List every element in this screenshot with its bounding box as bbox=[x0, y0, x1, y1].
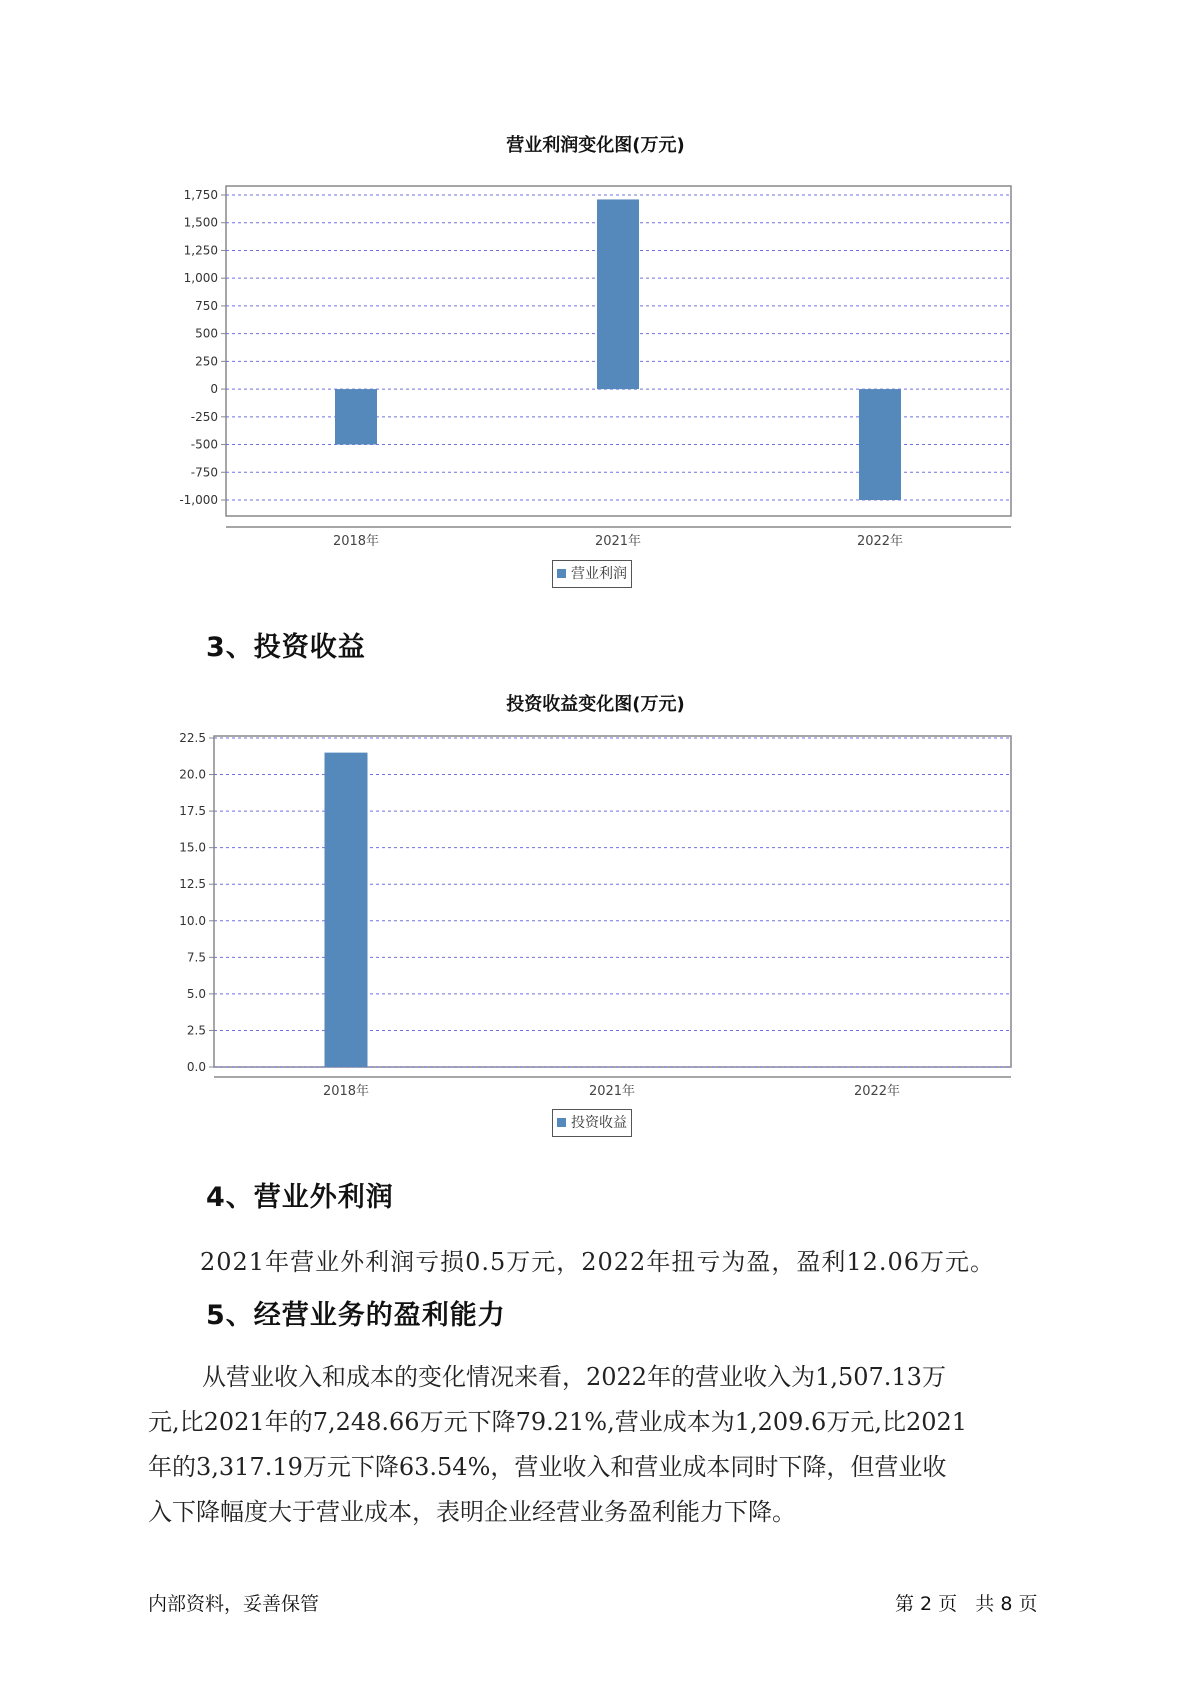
bar bbox=[325, 753, 368, 1067]
y-tick-label: 1,250 bbox=[183, 243, 218, 258]
y-tick-label: 17.5 bbox=[179, 804, 206, 819]
y-tick-label: 250 bbox=[195, 354, 218, 369]
section5-paragraph bbox=[148, 1355, 1048, 1535]
legend-swatch bbox=[557, 1118, 566, 1127]
x-tick-label: 2022年 bbox=[856, 534, 904, 549]
y-tick-label: 15.0 bbox=[179, 840, 206, 855]
y-tick-label: 0.0 bbox=[186, 1060, 206, 1074]
footer-page-number: 第 2 页 共 8 页 bbox=[895, 1593, 1038, 1615]
section4-paragraph: 2021年营业外利润亏损0.5万元，2022年扭亏为盈，盈利12.06万元。 bbox=[200, 1248, 996, 1276]
y-tick-label: 750 bbox=[195, 298, 218, 313]
y-tick-label: 12.5 bbox=[179, 877, 206, 892]
y-tick-label: 500 bbox=[195, 326, 218, 341]
footer-confidential-note: 内部资料，妥善保管 bbox=[148, 1593, 320, 1615]
x-tick-label: 2018年 bbox=[332, 534, 380, 549]
y-tick-label: -500 bbox=[190, 437, 218, 452]
y-tick-label: -1,000 bbox=[179, 493, 218, 507]
x-tick-label: 2022年 bbox=[853, 1084, 901, 1099]
section5-line: 年的3,317.19万元下降63.54%，营业收入和营业成本同时下降，但营业收 bbox=[148, 1453, 947, 1481]
section4-heading: 4、营业外利润 bbox=[206, 1182, 394, 1213]
section3-heading: 3、投资收益 bbox=[206, 632, 366, 663]
y-tick-label: 7.5 bbox=[186, 950, 206, 965]
y-tick-label: 10.0 bbox=[179, 913, 206, 928]
chart2-title: 投资收益变化图(万元) bbox=[506, 694, 685, 715]
y-tick-label: 1,750 bbox=[183, 188, 218, 202]
section5-line: 元,比2021年的7,248.66万元下降79.21%,营业成本为1,209.6万元,比2021 bbox=[148, 1408, 968, 1436]
y-tick-label: 1,500 bbox=[183, 215, 218, 230]
x-tick-label: 2021年 bbox=[594, 534, 642, 549]
x-tick-label: 2018年 bbox=[322, 1084, 370, 1099]
x-tick-label: 2021年 bbox=[588, 1084, 636, 1099]
section5-line: 从营业收入和成本的变化情况来看，2022年的营业收入为1,507.13万 bbox=[202, 1363, 946, 1391]
y-tick-label: 1,000 bbox=[183, 271, 218, 286]
chart2-legend-label: 投资收益 bbox=[571, 1115, 627, 1131]
y-tick-label: 22.5 bbox=[179, 731, 206, 745]
y-tick-label: 2.5 bbox=[186, 1023, 206, 1038]
chart1-title: 营业利润变化图(万元) bbox=[506, 135, 685, 156]
y-tick-label: 0 bbox=[210, 382, 218, 397]
y-tick-label: 20.0 bbox=[179, 767, 206, 782]
chart2-legend bbox=[552, 1109, 632, 1137]
chart1-legend-label: 营业利润 bbox=[571, 566, 627, 582]
section5-line: 入下降幅度大于营业成本，表明企业经营业务盈利能力下降。 bbox=[148, 1498, 796, 1526]
y-tick-label: -250 bbox=[190, 409, 218, 424]
y-tick-label: 5.0 bbox=[186, 986, 206, 1001]
section5-heading: 5、经营业务的盈利能力 bbox=[206, 1300, 506, 1331]
y-tick-label: -750 bbox=[190, 465, 218, 480]
